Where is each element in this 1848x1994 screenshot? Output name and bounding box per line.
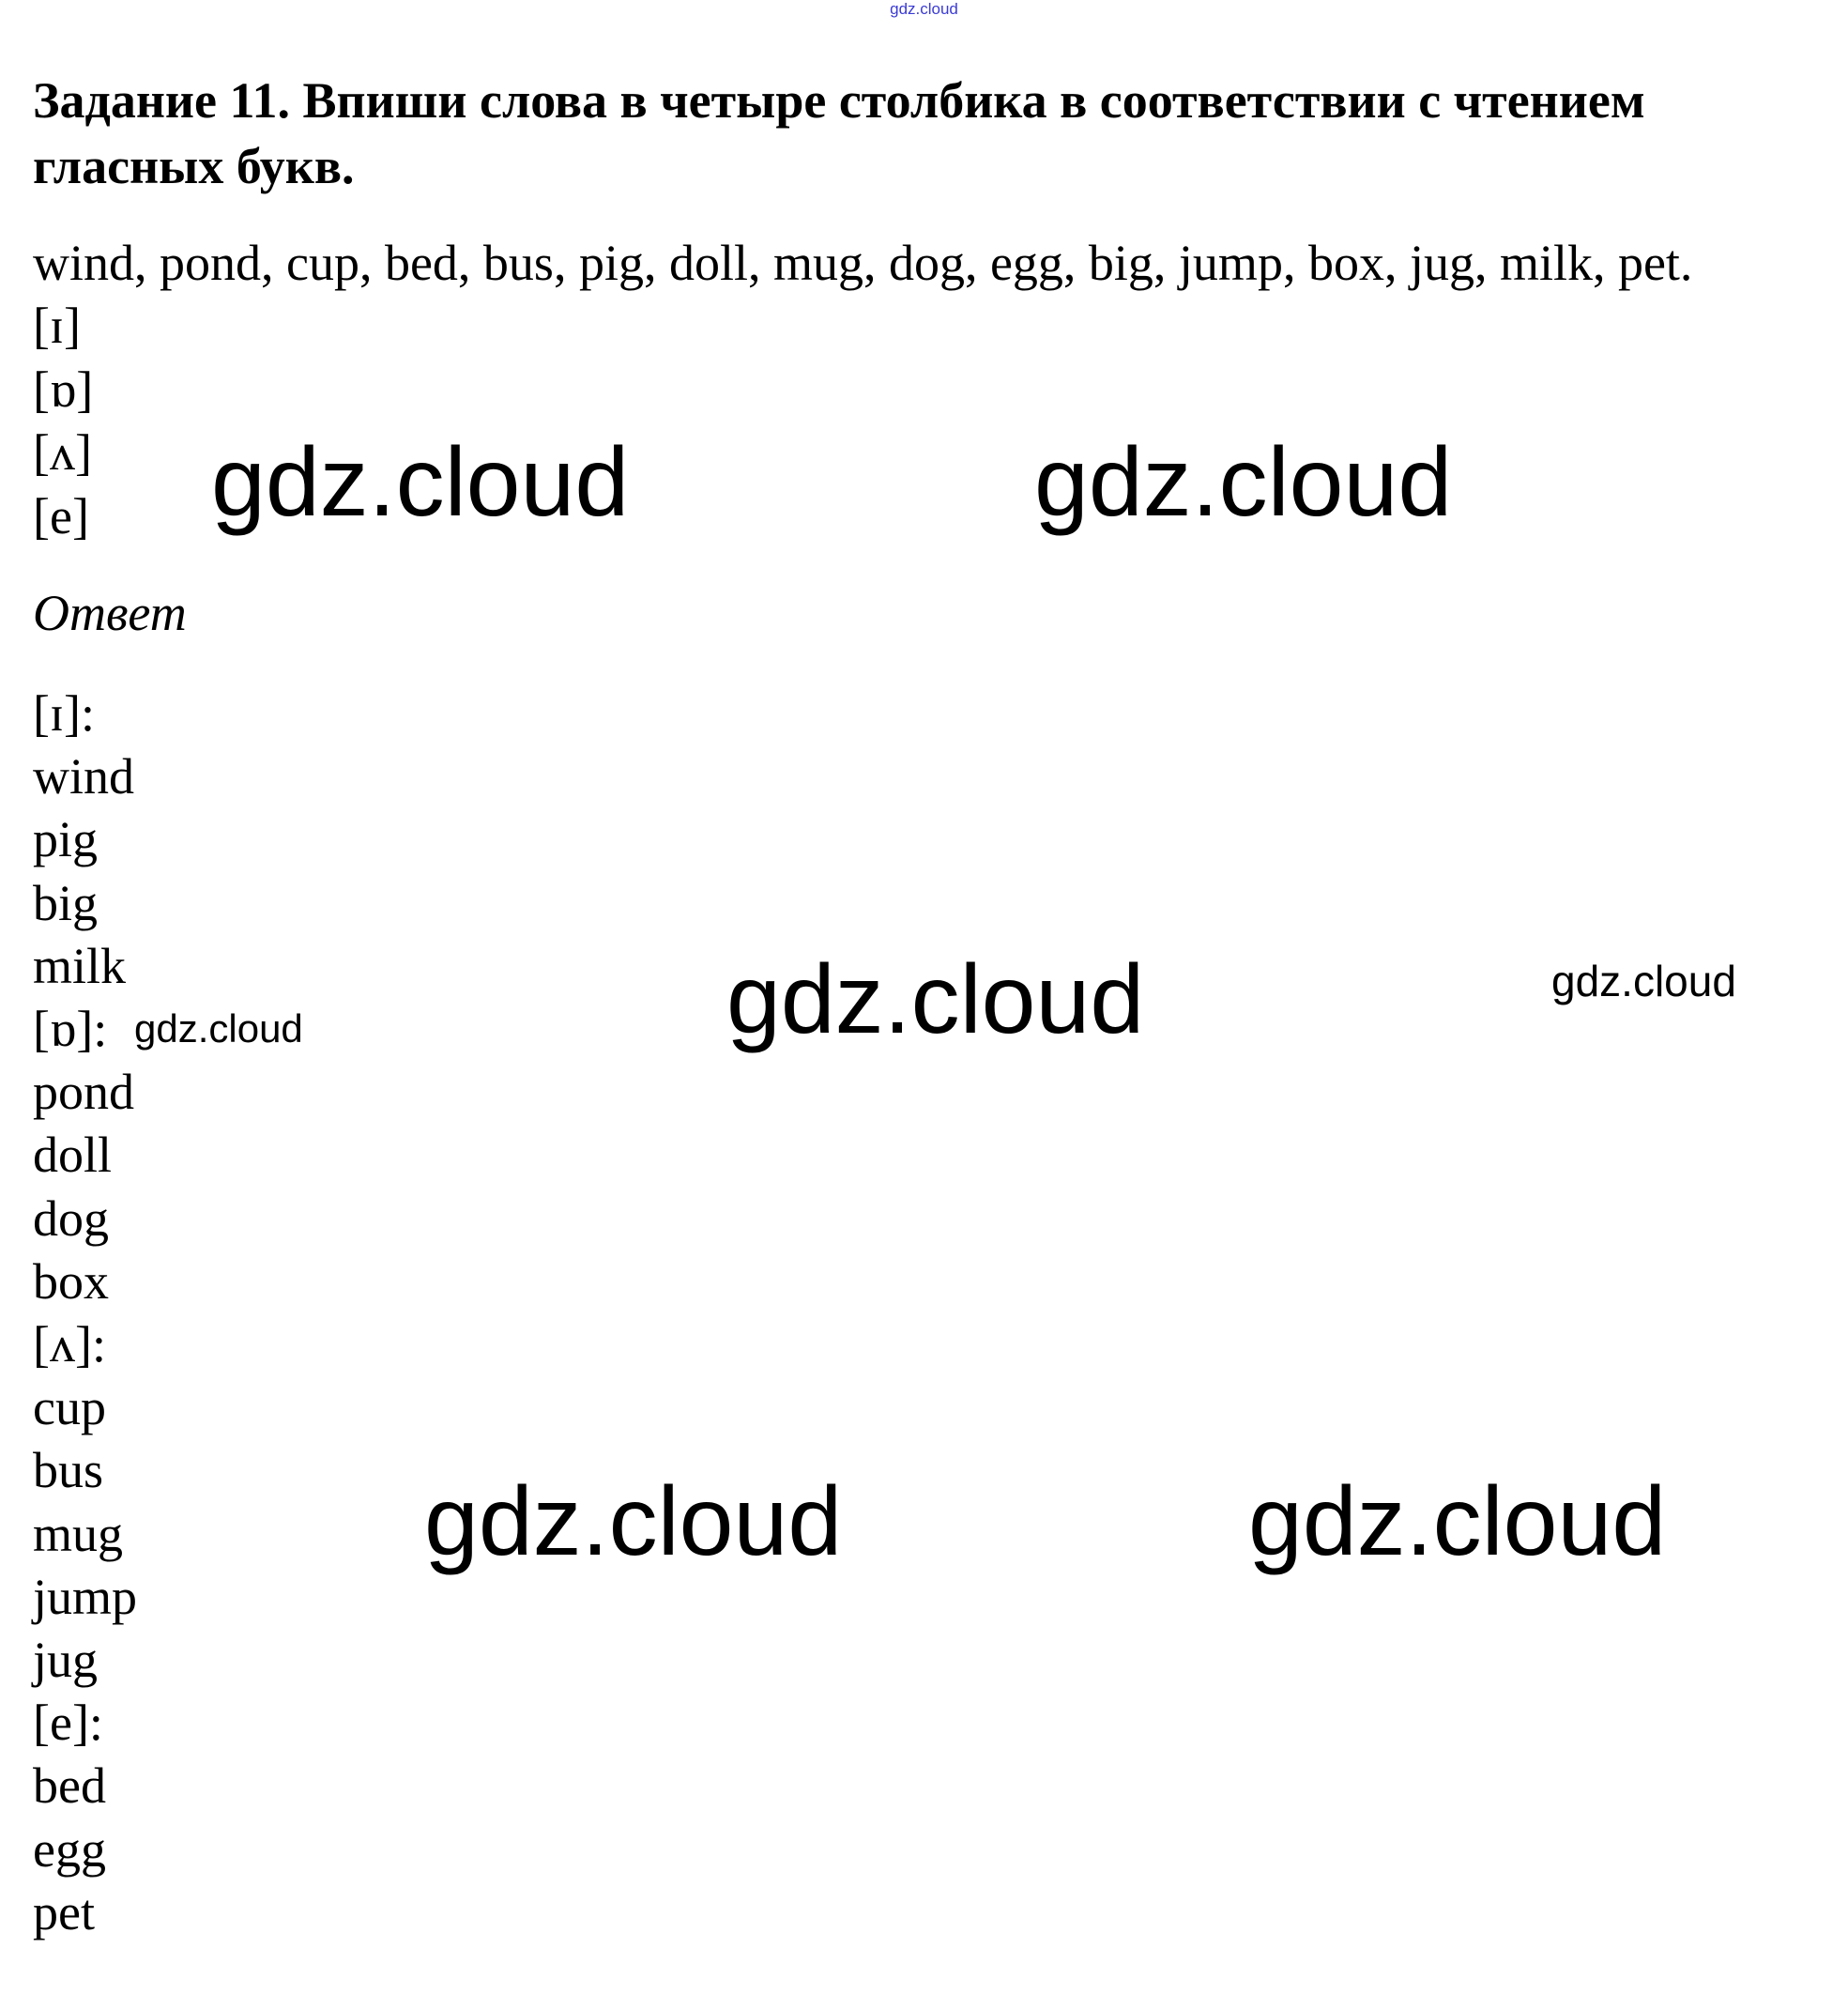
- answer-word: cup: [33, 1379, 106, 1436]
- answer-word: jug: [33, 1632, 99, 1689]
- answer-word: pond: [33, 1064, 134, 1121]
- answer-phoneme-header: [ɒ]:: [33, 1001, 108, 1058]
- watermark: gdz.cloud: [1551, 957, 1736, 1005]
- watermark: gdz.cloud: [1034, 428, 1453, 537]
- phoneme-label: [e]: [33, 487, 89, 545]
- answer-word: milk: [33, 937, 127, 994]
- phoneme-list: [33, 295, 93, 548]
- phoneme-label: [ɒ]: [33, 360, 94, 418]
- phoneme-label: [ɪ]: [33, 298, 81, 354]
- answer-word: jump: [33, 1568, 138, 1625]
- phoneme-label: [ʌ]: [33, 424, 92, 481]
- watermark: gdz.cloud: [1248, 1467, 1667, 1576]
- answer-word: wind: [33, 748, 134, 805]
- answer-phoneme-header: [ɪ]:: [33, 685, 95, 742]
- word-list: wind, pond, cup, bed, bus, pig, doll, mug, dog, egg, big, jump, box, jug, milk, pet.: [33, 235, 1693, 291]
- task-title: Задание 11. Впиши слова в четыре столбика в соответствии с чтением гласных букв.: [33, 72, 1645, 194]
- answer-word: egg: [33, 1820, 106, 1878]
- answer-phoneme-header: [ʌ]:: [33, 1316, 106, 1373]
- answer-word: pet: [33, 1883, 95, 1940]
- answer-heading: Ответ: [33, 585, 187, 641]
- watermark: gdz.cloud: [726, 945, 1145, 1054]
- answer-word: doll: [33, 1127, 113, 1184]
- answer-word: pig: [33, 811, 99, 868]
- top-watermark: gdz.cloud: [890, 0, 958, 18]
- answer-word: bus: [33, 1442, 104, 1499]
- watermark: gdz.cloud: [211, 428, 630, 537]
- answer-word: big: [33, 874, 99, 931]
- watermark: gdz.cloud: [134, 1006, 303, 1051]
- watermark: gdz.cloud: [424, 1467, 843, 1576]
- answer-word: box: [33, 1252, 109, 1310]
- answer-word: mug: [33, 1505, 124, 1562]
- answer-list: [33, 683, 137, 1944]
- answer-phoneme-header: [e]:: [33, 1695, 103, 1752]
- answer-word: bed: [33, 1757, 106, 1815]
- answer-word: dog: [33, 1189, 109, 1247]
